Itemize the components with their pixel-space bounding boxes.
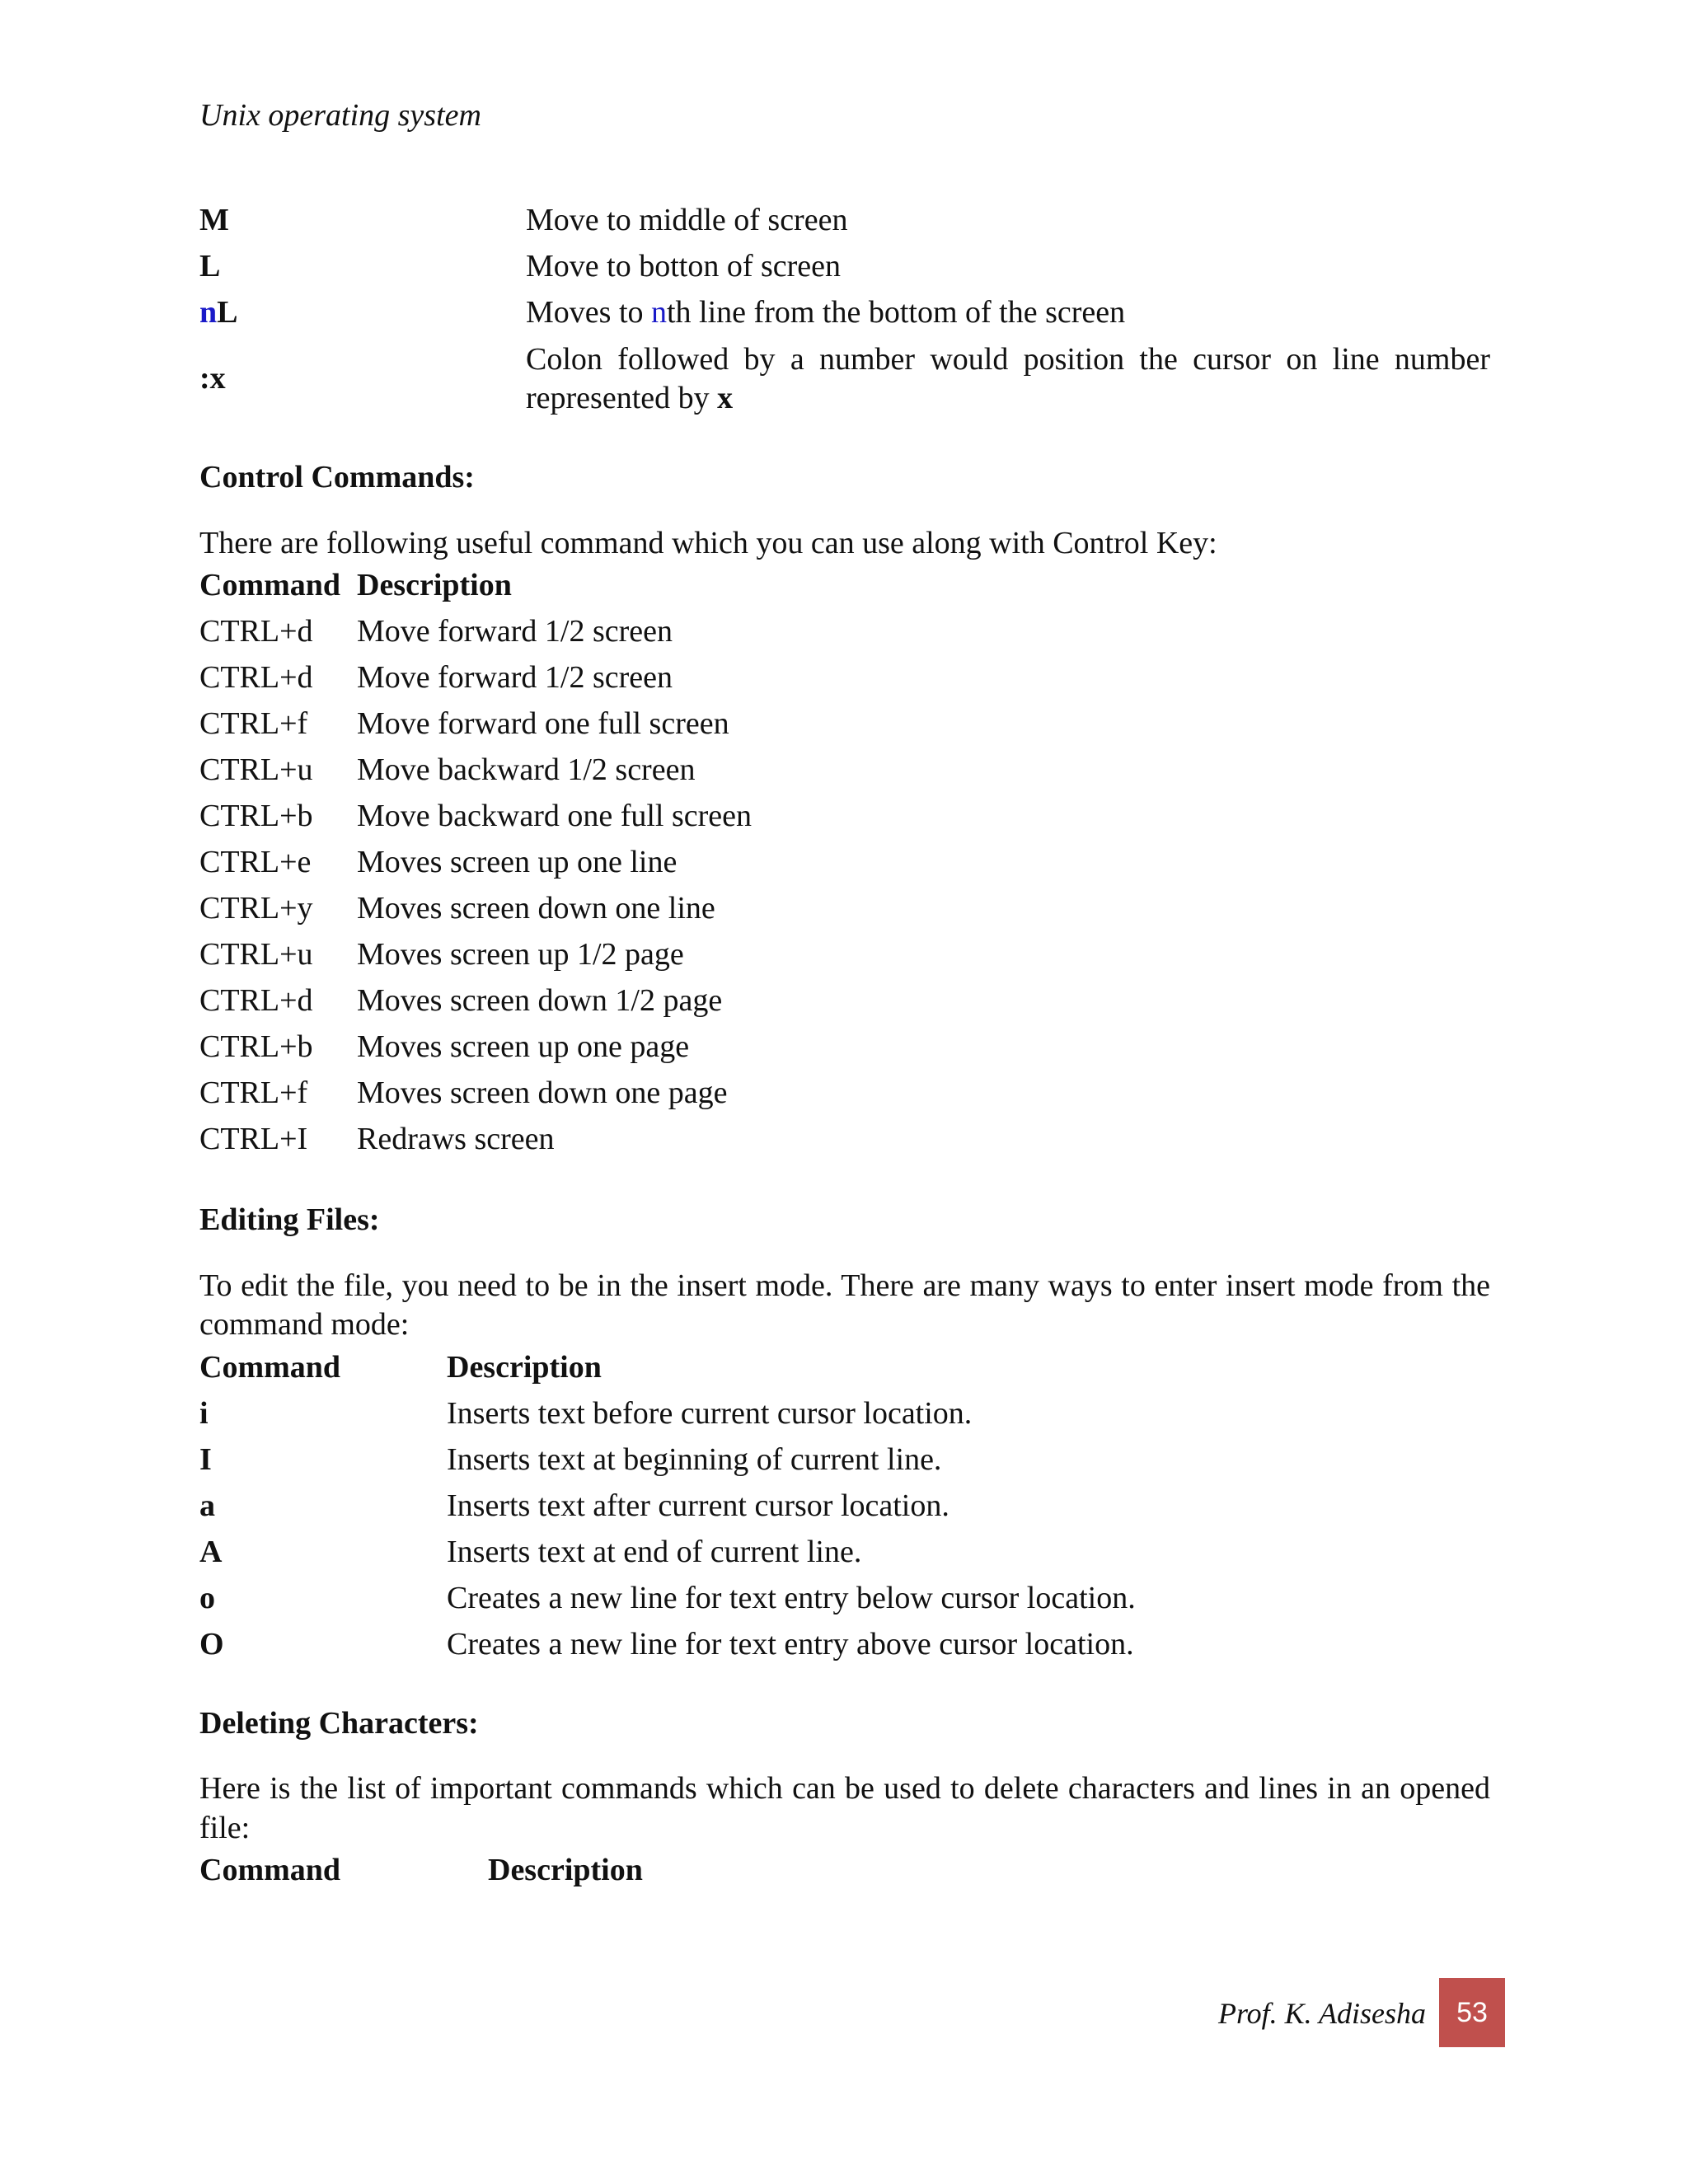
- command-key: a: [199, 1488, 215, 1523]
- section-heading-control: Control Commands:: [199, 460, 475, 494]
- command-description: Colon followed by a number would position the cursor on line number represented by x: [526, 341, 1490, 415]
- table-header: [199, 1848, 1490, 1894]
- command-key: CTRL+b: [199, 799, 313, 834]
- section-intro: There are following useful command which you can use along with Control Key:: [199, 525, 1217, 560]
- column-header-description: Description: [447, 1349, 602, 1385]
- section-heading-editing: Editing Files:: [199, 1202, 380, 1237]
- column-header-command: Command: [199, 1349, 341, 1385]
- command-key: CTRL+y: [199, 891, 313, 926]
- table-row: [199, 1530, 1490, 1576]
- command-key: CTRL+d: [199, 660, 313, 696]
- command-description: Moves screen up 1/2 page: [357, 937, 684, 972]
- command-key: :x: [199, 361, 226, 396]
- table-row: [199, 290, 1490, 336]
- command-description: Move backward 1/2 screen: [357, 752, 696, 788]
- column-header-command: Command: [199, 1853, 341, 1888]
- command-key: CTRL+I: [199, 1122, 308, 1157]
- command-description: Creates a new line for text entry above cursor location.: [447, 1626, 1134, 1661]
- command-key: CTRL+u: [199, 752, 313, 788]
- table-row: [199, 655, 1490, 701]
- page-content: [199, 198, 1490, 1894]
- table-row: [199, 701, 1490, 748]
- command-description: Inserts text before current cursor location.: [447, 1395, 973, 1431]
- command-description: Move forward 1/2 screen: [357, 660, 673, 696]
- table-row: [199, 198, 1490, 244]
- navigation-table: [199, 198, 1490, 422]
- running-header: Unix operating system: [199, 98, 481, 133]
- command-key: CTRL+f: [199, 1076, 308, 1111]
- deleting-commands-table: [199, 1848, 1490, 1894]
- command-key: nL: [199, 295, 238, 330]
- command-description: Redraws screen: [357, 1122, 555, 1157]
- command-key: A: [199, 1534, 223, 1569]
- table-row: [199, 1483, 1490, 1530]
- table-row: [199, 336, 1490, 422]
- command-description: Moves screen down one line: [357, 891, 715, 926]
- command-description: Move backward one full screen: [357, 799, 753, 834]
- table-header: [199, 563, 1490, 609]
- command-description: Inserts text at beginning of current line.: [447, 1441, 942, 1477]
- table-row: [199, 932, 1490, 978]
- section-intro: Here is the list of important commands which can be used to delete characters and lines in an opened file:: [199, 1771, 1490, 1845]
- command-key: CTRL+u: [199, 937, 313, 972]
- column-header-description: Description: [488, 1853, 643, 1888]
- command-key: CTRL+b: [199, 1029, 313, 1065]
- command-description: Inserts text at end of current line.: [447, 1534, 862, 1569]
- table-row: [199, 978, 1490, 1024]
- table-row: [199, 1437, 1490, 1483]
- editing-commands-table: [199, 1345, 1490, 1668]
- table-row: [199, 886, 1490, 932]
- command-description: Move to botton of screen: [526, 249, 842, 284]
- table-row: [199, 244, 1490, 290]
- command-description: Moves screen down one page: [357, 1076, 728, 1111]
- command-key: CTRL+d: [199, 614, 313, 649]
- table-row: [199, 1071, 1490, 1117]
- table-row: [199, 748, 1490, 794]
- command-description: Moves to nth line from the bottom of the screen: [526, 295, 1126, 330]
- column-header-command: Command: [199, 568, 341, 603]
- command-description: Move to middle of screen: [526, 203, 848, 238]
- command-key: o: [199, 1580, 215, 1615]
- command-key: I: [199, 1441, 212, 1477]
- section-intro: To edit the file, you need to be in the insert mode. There are many ways to enter insert mode from the command mode:: [199, 1268, 1490, 1342]
- page-number-badge: 53: [1439, 1978, 1505, 2047]
- column-header-description: Description: [357, 568, 512, 603]
- footer-author: Prof. K. Adisesha: [1217, 1997, 1426, 2030]
- command-description: Move forward one full screen: [357, 706, 729, 742]
- command-key: O: [199, 1626, 224, 1661]
- table-row: [199, 609, 1490, 655]
- table-row: [199, 1622, 1490, 1668]
- command-key: CTRL+d: [199, 983, 313, 1019]
- command-description: Moves screen down 1/2 page: [357, 983, 723, 1019]
- command-description: Moves screen up one page: [357, 1029, 690, 1065]
- table-row: [199, 794, 1490, 840]
- table-row: [199, 1576, 1490, 1622]
- command-key: CTRL+f: [199, 706, 308, 742]
- table-row: [199, 1117, 1490, 1163]
- command-key: L: [199, 249, 221, 284]
- command-description: Inserts text after current cursor location.: [447, 1488, 950, 1523]
- table-row: [199, 1024, 1490, 1071]
- control-commands-table: [199, 563, 1490, 1163]
- section-heading-deleting: Deleting Characters:: [199, 1705, 479, 1741]
- command-key: i: [199, 1395, 209, 1431]
- command-key: M: [199, 203, 229, 238]
- command-description: Creates a new line for text entry below cursor location.: [447, 1580, 1136, 1615]
- command-description: Moves screen up one line: [357, 845, 678, 880]
- table-header: [199, 1345, 1490, 1391]
- table-row: [199, 1391, 1490, 1437]
- command-key: CTRL+e: [199, 845, 312, 880]
- command-description: Move forward 1/2 screen: [357, 614, 673, 649]
- table-row: [199, 840, 1490, 886]
